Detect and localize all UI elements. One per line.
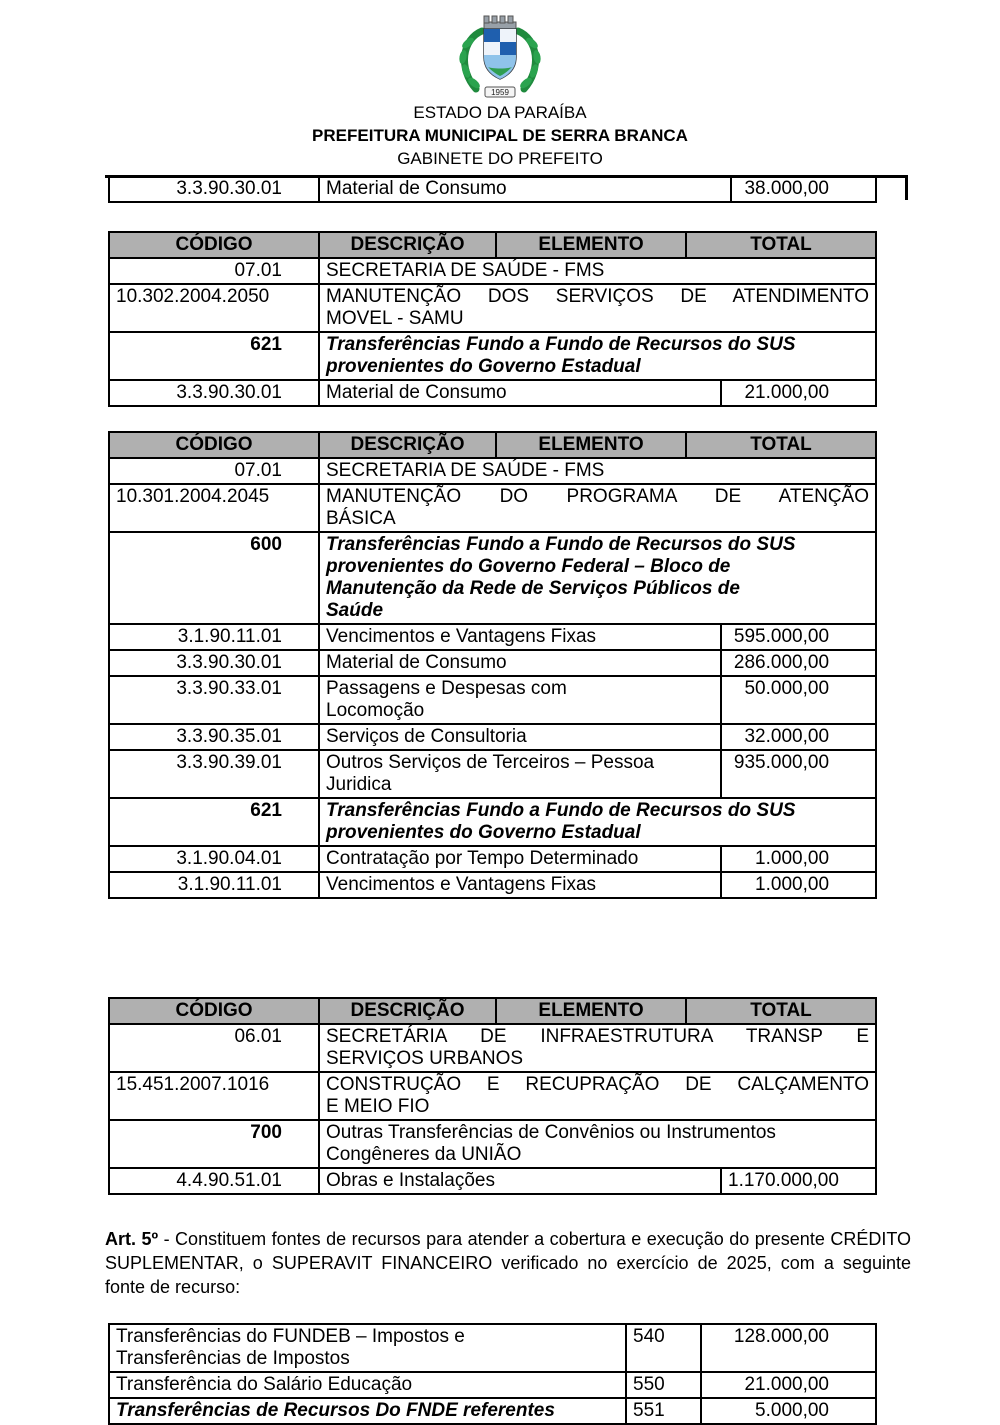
header-cell-codigo: CÓDIGO	[109, 998, 319, 1024]
description-cell: Contratação por Tempo Determinado	[319, 846, 721, 872]
description-cell: SECRETARIA DE SAÚDE - FMS	[319, 458, 876, 484]
description-line: Outros Serviços de Terceiros – Pessoa	[326, 752, 655, 773]
code-cell: 3.3.90.30.01	[109, 380, 319, 406]
table-row	[109, 458, 876, 484]
code-cell: 07.01	[109, 258, 319, 284]
description-line: Passagens e Despesas com	[326, 678, 567, 699]
header-separator-line	[105, 175, 908, 178]
table-row	[109, 798, 876, 846]
table-row	[109, 1072, 876, 1120]
description-cell	[319, 1024, 876, 1072]
code-cell: 600	[109, 532, 319, 624]
code-cell: 3.3.90.39.01	[109, 750, 319, 798]
total-cell: 50.000,00	[721, 676, 876, 724]
description-line: Manutenção da Rede de Serviços Públicos de	[326, 578, 740, 599]
description-cell: Material de Consumo	[319, 380, 721, 406]
source-code-cell: 540	[626, 1324, 701, 1372]
code-cell: 621	[109, 798, 319, 846]
article-5-text: - Constituem fontes de recursos para atender a cobertura e execução do presente CRÉDITO SUPLEMENTAR, o SUPERAVIT FINANCEIRO verificado no exercício de 2025, com a seguinte fonte de recurso:	[105, 1229, 911, 1297]
description-cell: Material de Consumo	[319, 650, 721, 676]
description-line: BÁSICA	[326, 508, 396, 529]
header-cell-total: TOTAL	[686, 232, 876, 258]
code-cell: 3.1.90.11.01	[109, 872, 319, 898]
code-cell: 700	[109, 1120, 319, 1168]
header-cell-elemento: ELEMENTO	[496, 232, 686, 258]
table-row	[109, 1324, 876, 1372]
description-line: SERVIÇOS URBANOS	[326, 1048, 524, 1069]
description-line: Transferências Fundo a Fundo de Recursos do SUS	[326, 800, 796, 821]
code-cell: 3.3.90.30.01	[109, 176, 319, 202]
description-line: Outras Transferências de Convênios ou Instrumentos	[326, 1122, 776, 1143]
source-code-cell: 551	[626, 1398, 701, 1424]
table-row	[109, 624, 876, 650]
total-cell: 21.000,00	[721, 380, 876, 406]
description-line: SECRETÁRIA DE INFRAESTRUTURA TRANSP E	[326, 1026, 870, 1047]
source-value-cell: 5.000,00	[701, 1398, 876, 1424]
table-row	[109, 1398, 876, 1424]
table-row	[109, 176, 876, 202]
source-description-cell: Transferências de Recursos Do FNDE referentes	[109, 1398, 626, 1424]
crest-year: 1959	[491, 88, 509, 97]
office-name: GABINETE DO PREFEITO	[397, 149, 603, 168]
description-line: provenientes do Governo Federal – Bloco de	[326, 556, 731, 577]
description-cell	[319, 798, 876, 846]
code-cell: 10.302.2004.2050	[109, 284, 319, 332]
code-cell: 4.4.90.51.01	[109, 1168, 319, 1194]
table-continuation-section	[0, 175, 1000, 203]
description-line: provenientes do Governo Estadual	[326, 822, 641, 843]
header-cell-codigo: CÓDIGO	[109, 432, 319, 458]
description-line: MANUTENÇÃO DOS SERVIÇOS DE ATENDIMENTO	[326, 286, 870, 307]
source-description-cell	[109, 1324, 626, 1372]
table-header-row	[109, 232, 876, 258]
description-cell: Vencimentos e Vantagens Fixas	[319, 624, 721, 650]
code-cell: 621	[109, 332, 319, 380]
code-cell: 3.1.90.04.01	[109, 846, 319, 872]
description-cell: Vencimentos e Vantagens Fixas	[319, 872, 721, 898]
table-row	[109, 750, 876, 798]
article-5-paragraph	[105, 1227, 911, 1299]
table-row	[109, 846, 876, 872]
header-cell-total: TOTAL	[686, 432, 876, 458]
table-row	[109, 1168, 876, 1194]
header-cell-descricao: DESCRIÇÃO	[319, 998, 496, 1024]
budget-table-saude-atencao-basica	[108, 431, 877, 899]
code-cell: 3.3.90.33.01	[109, 676, 319, 724]
description-line: provenientes do Governo Estadual	[326, 356, 641, 377]
header-cell-elemento: ELEMENTO	[496, 998, 686, 1024]
header-cell-total: TOTAL	[686, 998, 876, 1024]
table-row	[109, 1120, 876, 1168]
code-cell: 06.01	[109, 1024, 319, 1072]
code-cell: 3.3.90.35.01	[109, 724, 319, 750]
description-line: E MEIO FIO	[326, 1096, 430, 1117]
description-cell	[319, 532, 876, 624]
code-cell: 10.301.2004.2045	[109, 484, 319, 532]
description-cell	[319, 676, 721, 724]
total-cell: 1.000,00	[721, 846, 876, 872]
source-value-cell: 21.000,00	[701, 1372, 876, 1398]
table-row	[109, 284, 876, 332]
header-separator-tick	[905, 175, 908, 200]
municipality-name: PREFEITURA MUNICIPAL DE SERRA BRANCA	[312, 126, 688, 145]
description-line: Congêneres da UNIÃO	[326, 1144, 522, 1165]
description-line: Transferências Fundo a Fundo de Recursos do SUS	[326, 334, 796, 355]
total-cell: 1.000,00	[721, 872, 876, 898]
table-row	[109, 532, 876, 624]
total-cell: 1.170.000,00	[721, 1168, 876, 1194]
description-cell: Obras e Instalações	[319, 1168, 721, 1194]
source-code-cell: 550	[626, 1372, 701, 1398]
description-cell	[319, 1120, 876, 1168]
funding-sources-table	[108, 1323, 877, 1425]
total-cell: 286.000,00	[721, 650, 876, 676]
table-row	[109, 650, 876, 676]
table-row	[109, 1024, 876, 1072]
municipal-coat-of-arms-icon	[448, 13, 552, 99]
description-line: Transferências Fundo a Fundo de Recursos do SUS	[326, 534, 796, 555]
description-line: Saúde	[326, 600, 384, 621]
description-line: MANUTENÇÃO DO PROGRAMA DE ATENÇÃO	[326, 486, 870, 507]
description-cell	[319, 750, 721, 798]
table-row	[109, 332, 876, 380]
description-line: Transferências de Impostos	[116, 1348, 350, 1369]
table-header-row	[109, 432, 876, 458]
table-row	[109, 380, 876, 406]
article-5-label: Art. 5º	[105, 1229, 159, 1249]
description-line: CONSTRUÇÃO E RECUPRAÇÃO DE CALÇAMENTO	[326, 1074, 870, 1095]
description-cell: Material de Consumo	[319, 176, 731, 202]
table-row	[109, 258, 876, 284]
table-row	[109, 1372, 876, 1398]
budget-table-infraestrutura	[108, 997, 877, 1195]
description-line: Transferências do FUNDEB – Impostos e	[116, 1326, 465, 1347]
table-header-row	[109, 998, 876, 1024]
code-cell: 3.3.90.30.01	[109, 650, 319, 676]
total-cell: 595.000,00	[721, 624, 876, 650]
table-row	[109, 724, 876, 750]
header-cell-elemento: ELEMENTO	[496, 432, 686, 458]
description-cell	[319, 284, 876, 332]
description-line: Locomoção	[326, 700, 425, 721]
description-cell	[319, 332, 876, 380]
source-value-cell: 128.000,00	[701, 1324, 876, 1372]
description-line: MOVEL - SAMU	[326, 308, 464, 329]
total-cell: 32.000,00	[721, 724, 876, 750]
source-description-cell: Transferência do Salário Educação	[109, 1372, 626, 1398]
description-cell	[319, 1072, 876, 1120]
description-line: Juridica	[326, 774, 392, 795]
description-cell: SECRETARIA DE SAÚDE - FMS	[319, 258, 876, 284]
code-cell: 3.1.90.11.01	[109, 624, 319, 650]
total-cell: 38.000,00	[731, 176, 876, 202]
header-cell-codigo: CÓDIGO	[109, 232, 319, 258]
code-cell: 15.451.2007.1016	[109, 1072, 319, 1120]
budget-table-saude-samu	[108, 231, 877, 407]
budget-table-continuation-row	[108, 175, 877, 203]
state-name: ESTADO DA PARAÍBA	[413, 103, 587, 122]
table-row	[109, 484, 876, 532]
description-cell	[319, 484, 876, 532]
table-row	[109, 872, 876, 898]
header-cell-descricao: DESCRIÇÃO	[319, 232, 496, 258]
table-row	[109, 676, 876, 724]
total-cell: 935.000,00	[721, 750, 876, 798]
description-cell: Serviços de Consultoria	[319, 724, 721, 750]
letterhead	[0, 13, 1000, 101]
header-cell-descricao: DESCRIÇÃO	[319, 432, 496, 458]
code-cell: 07.01	[109, 458, 319, 484]
